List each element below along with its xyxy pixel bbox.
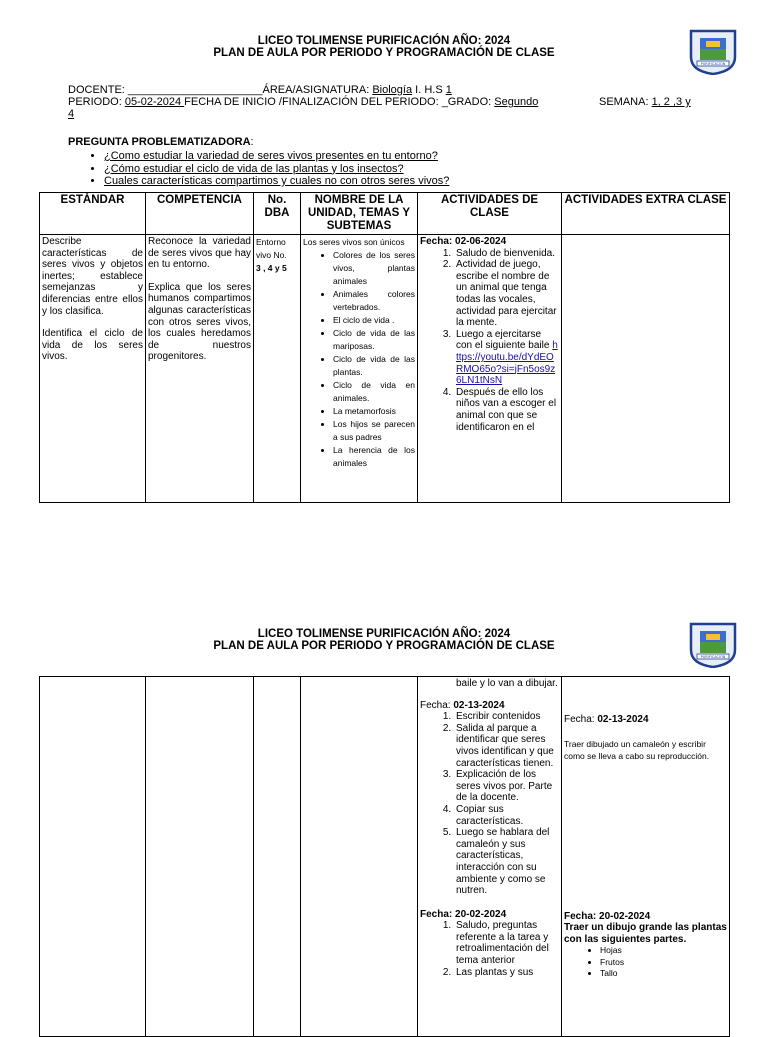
act3-date: Fecha: 20-02-2024 bbox=[420, 908, 507, 920]
competencia-cell bbox=[146, 677, 254, 1037]
pregunta-item: • ¿Como estudiar la variedad de seres vivos presentes en tu entorno? bbox=[104, 150, 449, 163]
estandar-text: Identifica el ciclo de vida de los seres vivos. bbox=[42, 328, 143, 363]
dba-cell bbox=[254, 677, 301, 1037]
svg-text:PURIFICACION: PURIFICACION bbox=[700, 655, 726, 659]
unidad-item: • Los hijos se parecen a sus padres bbox=[333, 418, 415, 444]
semana-value-cont: 4 bbox=[68, 108, 75, 120]
estandar-cell bbox=[40, 235, 146, 503]
act2-item: 5. Luego se hablara del camaleón y sus características, interacción con su ambiente y como se nutren. bbox=[454, 827, 559, 897]
header-extra: ACTIVIDADES EXTRA CLASE bbox=[562, 193, 730, 235]
area-value: Biología bbox=[372, 84, 413, 96]
extra2-label: Fecha: bbox=[564, 714, 598, 725]
actividades-cell bbox=[418, 235, 562, 503]
school-logo-icon bbox=[687, 27, 739, 75]
unidad-item: • Ciclo de vida de las plantas. bbox=[333, 353, 415, 379]
pregunta-item: • Cuales características compartimos y cuales no con otros seres vivos? bbox=[104, 175, 449, 188]
grado-value: Segundo bbox=[494, 96, 539, 108]
unidad-cell bbox=[301, 235, 418, 503]
pregunta-list bbox=[84, 150, 449, 188]
header-estandar: ESTÁNDAR bbox=[40, 193, 146, 235]
semana-line bbox=[599, 96, 691, 108]
actividades-cell bbox=[418, 677, 562, 1037]
semana-value: 1, 2 ,3 y bbox=[651, 96, 691, 108]
extra-cell bbox=[562, 677, 730, 1037]
unidad-intro: Los seres vivos son únicos bbox=[303, 237, 405, 247]
school-title: LICEO TOLIMENSE PURIFICACIÓN AÑO: 2024 bbox=[257, 35, 511, 47]
ihs-label: I. H.S bbox=[412, 84, 446, 96]
extra3-instruction: Traer un dibujo grande las plantas con las siguientes partes. bbox=[564, 922, 727, 945]
extra3-item: • Tallo bbox=[600, 968, 727, 980]
extra3-item: • Hojas bbox=[600, 945, 727, 957]
act1-item: 4. Después de ello los niños van a escoger el animal con que se identificaron en el bbox=[454, 387, 559, 433]
area-label: ÁREA/ASIGNATURA: bbox=[262, 84, 373, 96]
pregunta-label: PREGUNTA PROBLEMATIZADORA bbox=[68, 136, 251, 148]
extra2-text: Traer dibujado un camaleón y escribir como se lleva a cabo su reproducción. bbox=[564, 738, 710, 762]
dba-text: Entorno vivo No. bbox=[256, 237, 287, 260]
competencia-cell bbox=[146, 235, 254, 503]
youtube-link[interactable]: https://youtu.be/dYdEORMO65o?si=jFn5os9z6LN1tNsN bbox=[456, 340, 558, 387]
act2-item: 3. Explicación de los seres vivos por. Parte de la docente. bbox=[454, 769, 559, 804]
school-logo-icon bbox=[687, 620, 739, 668]
act3-item: 1. Saludo, preguntas referente a la tarea y retroalimentación del tema anterior bbox=[454, 920, 559, 966]
plan-title: PLAN DE AULA POR PERIODO Y PROGRAMACIÓN DE CLASE bbox=[213, 47, 555, 59]
estandar-text: Describe características de seres vivos y objetos inertes; establece semejanzas y diferencias entre ellos y los clasifica. bbox=[42, 236, 143, 317]
act2-item: 2. Salida al parque a identificar que seres vivos identifican y que características tienen. bbox=[454, 723, 559, 769]
act3-item: 2. Las plantas y sus bbox=[454, 967, 559, 979]
act2-date: 02-13-2024 bbox=[453, 699, 505, 711]
plan-title: PLAN DE AULA POR PERIODO Y PROGRAMACIÓN DE CLASE bbox=[213, 640, 555, 652]
pregunta-colon: : bbox=[250, 136, 254, 148]
continuation-text: baile y lo van a dibujar. bbox=[456, 678, 558, 689]
page-2 bbox=[0, 605, 768, 1024]
extra2-date-line bbox=[564, 714, 727, 726]
unidad-item: • Ciclo de vida en animales. bbox=[333, 379, 415, 405]
docente-line bbox=[68, 84, 452, 96]
plan-table-continued bbox=[39, 676, 730, 1037]
act1-item: 1. Saludo de bienvenida. bbox=[454, 248, 559, 260]
ihs-value: 1 bbox=[445, 84, 452, 96]
act2-item: 1. Escribir contenidos bbox=[454, 711, 559, 723]
periodo-line bbox=[68, 96, 538, 108]
docente-blank: ______________________ bbox=[127, 84, 263, 96]
extra2-date: 02-13-2024 bbox=[597, 714, 649, 725]
header-actividades: ACTIVIDADES DE CLASE bbox=[418, 193, 562, 235]
table-row bbox=[40, 235, 730, 503]
unidad-item: • La herencia de los animales bbox=[333, 444, 415, 470]
school-title: LICEO TOLIMENSE PURIFICACIÓN AÑO: 2024 bbox=[257, 628, 511, 640]
pregunta-item: • ¿Cómo estudiar el ciclo de vida de las plantas y los insectos? bbox=[104, 163, 449, 176]
unidad-item: • Colores de los seres vivos, plantas animales bbox=[333, 249, 415, 288]
unidad-item: • La metamorfosis bbox=[333, 405, 415, 418]
competencia-text: Explica que los seres humanos compartimos algunas características con otros seres vivos, los cuales heredamos de nuestros progenitores. bbox=[148, 281, 251, 363]
act2-item: 4. Copiar sus características. bbox=[454, 804, 559, 827]
semana-line-cont bbox=[68, 108, 74, 120]
header-dba: No. DBA bbox=[254, 193, 301, 235]
act1-item: 2. Actividad de juego, escribe el nombre de un animal que tenga todas las vocales, actividad para ejercitar la mente. bbox=[454, 259, 559, 329]
header-competencia: COMPETENCIA bbox=[146, 193, 254, 235]
table-header-row bbox=[40, 193, 730, 235]
header-unidad: NOMBRE DE LA UNIDAD, TEMAS Y SUBTEMAS bbox=[301, 193, 418, 235]
extra-cell bbox=[562, 235, 730, 503]
unidad-item: • Animales colores vertebrados. bbox=[333, 288, 415, 314]
plan-table bbox=[39, 192, 730, 503]
act1-date: Fecha: 02-06-2024 bbox=[420, 236, 507, 247]
act2-label: Fecha: bbox=[420, 699, 454, 711]
dba-numbers: 3 , 4 y 5 bbox=[256, 263, 287, 273]
extra3-item: • Frutos bbox=[600, 957, 727, 969]
dba-cell bbox=[254, 235, 301, 503]
semana-label: SEMANA: bbox=[599, 96, 652, 108]
act1-item bbox=[454, 329, 559, 387]
act2-date-line bbox=[420, 700, 559, 712]
estandar-cell bbox=[40, 677, 146, 1037]
table-row bbox=[40, 677, 730, 1037]
fecha-grado-label: FECHA DE INICIO /FINALIZACIÓN DEL PERIODO: _GRADO: bbox=[184, 96, 495, 108]
competencia-text: Reconoce la variedad de seres vivos que hay en tu entorno. bbox=[148, 236, 251, 271]
extra3-date: Fecha: 20-02-2024 bbox=[564, 910, 651, 922]
periodo-value: 05-02-2024 bbox=[124, 96, 185, 108]
unidad-cell bbox=[301, 677, 418, 1037]
svg-text:PURIFICACION: PURIFICACION bbox=[700, 62, 726, 66]
unidad-item: • El ciclo de vida . bbox=[333, 314, 415, 327]
docente-label: DOCENTE: bbox=[68, 84, 128, 96]
pregunta-heading bbox=[68, 136, 254, 148]
periodo-label: PERIODO: bbox=[68, 96, 125, 108]
act1-item-text: Luego a ejercitarse con el siguiente baile bbox=[456, 328, 550, 352]
unidad-item: • Ciclo de vida de las mariposas. bbox=[333, 327, 415, 353]
